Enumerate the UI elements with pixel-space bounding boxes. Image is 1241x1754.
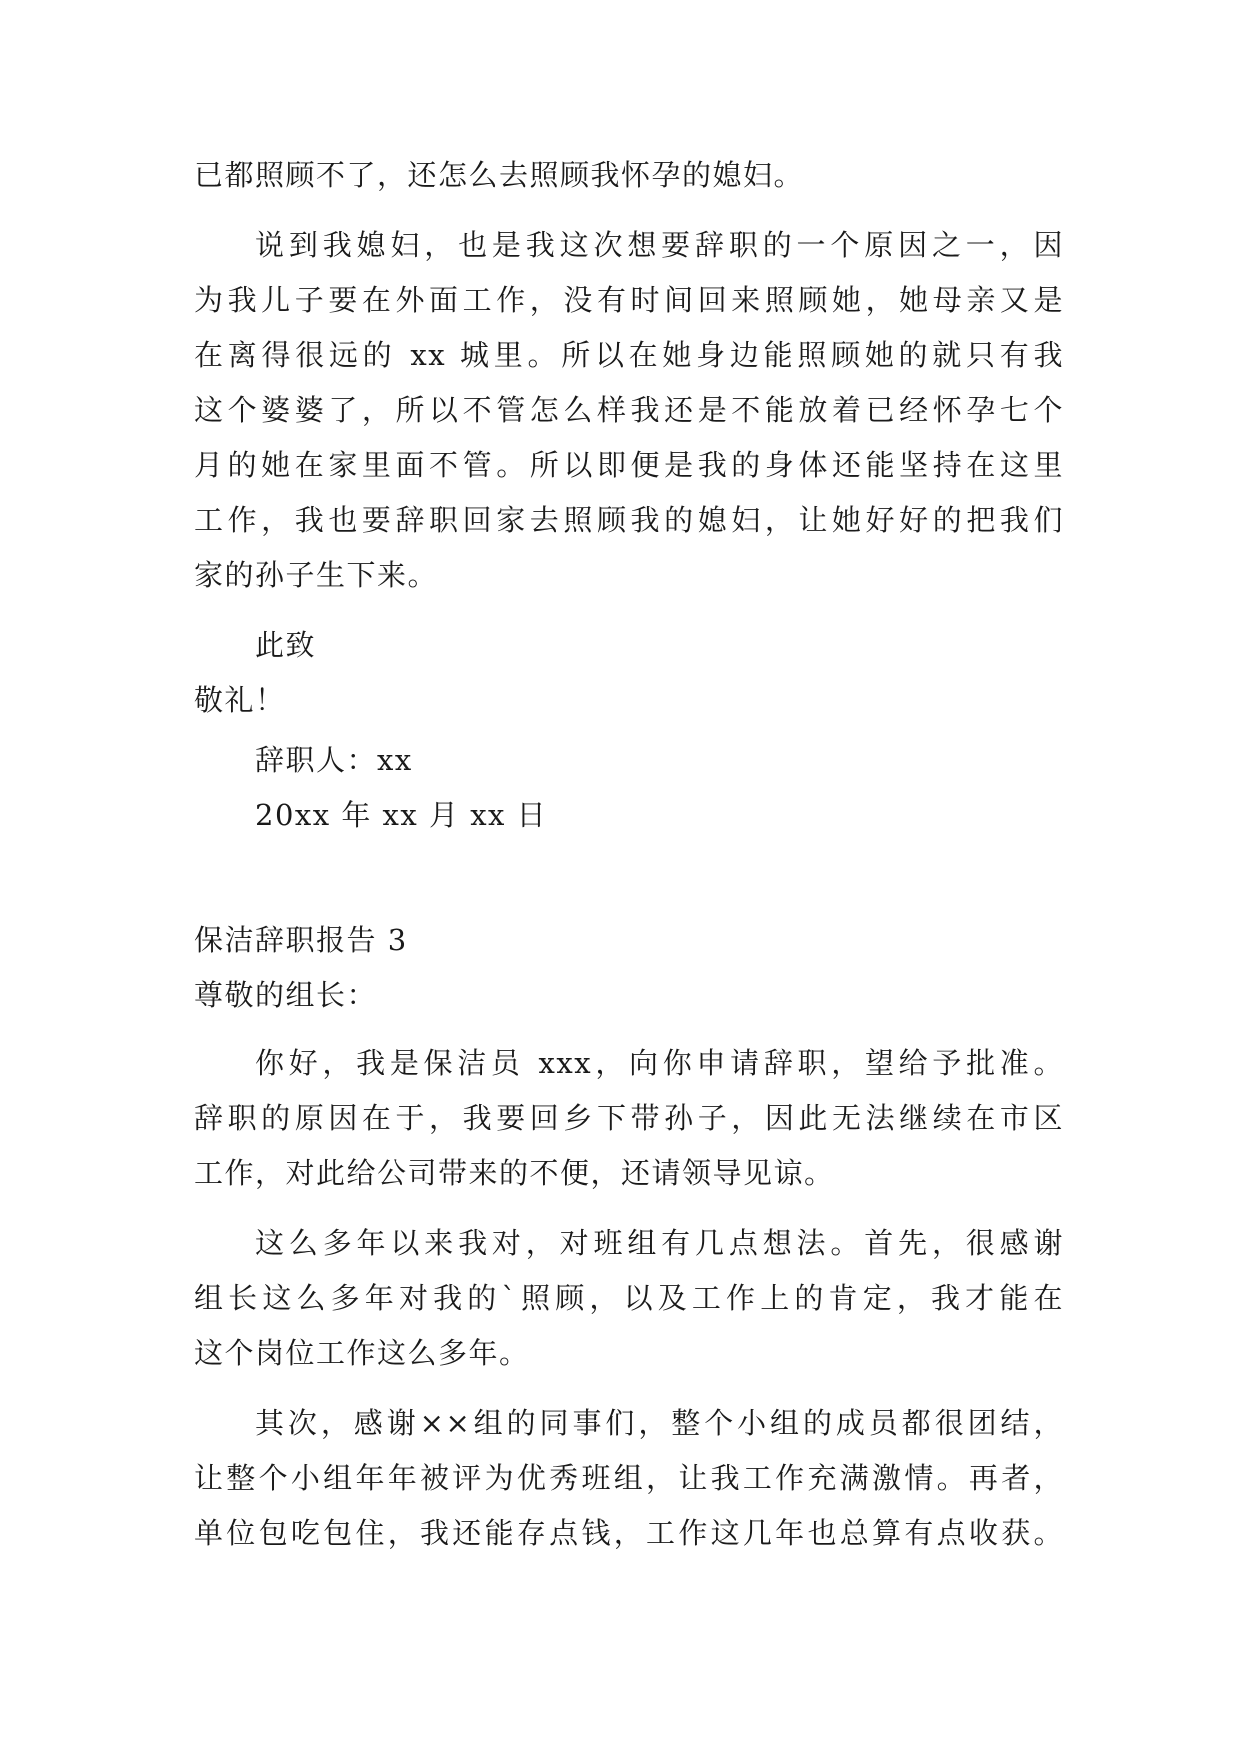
text-line: 组长这么多年对我的`照顾，以及工作上的肯定，我才能在 xyxy=(194,1281,1064,1315)
text-line: 让整个小组年年被评为优秀班组，让我工作充满激情。再者， xyxy=(194,1461,1064,1495)
paragraph-start-line: 你好，我是保洁员 xxx，向你申请辞职，望给予批准。 xyxy=(255,1046,1064,1080)
text-line: 在离得很远的 xx 城里。所以在她身边能照顾她的就只有我 xyxy=(194,338,1064,372)
signature-line: 辞职人：xx xyxy=(255,743,413,777)
paragraph-start-line: 这么多年以来我对，对班组有几点想法。首先，很感谢 xyxy=(255,1226,1064,1260)
text-line: 已都照顾不了，还怎么去照顾我怀孕的媳妇。 xyxy=(194,158,805,192)
text-line: 这个婆婆了，所以不管怎么样我还是不能放着已经怀孕七个 xyxy=(194,393,1064,427)
text-line: 辞职的原因在于，我要回乡下带孙子，因此无法继续在市区 xyxy=(194,1101,1064,1135)
paragraph-start-line: 说到我媳妇，也是我这次想要辞职的一个原因之一，因 xyxy=(255,228,1064,262)
text-line: 单位包吃包住，我还能存点钱，工作这几年也总算有点收获。 xyxy=(194,1516,1064,1550)
date-line: 20xx 年 xx 月 xx 日 xyxy=(255,798,548,832)
greeting-line: 尊敬的组长： xyxy=(194,978,378,1012)
text-line: 工作，对此给公司带来的不便，还请领导见谅。 xyxy=(194,1156,835,1190)
closing-salutation: 此致 xyxy=(255,628,317,662)
paragraph-start-line: 其次，感谢××组的同事们，整个小组的成员都很团结， xyxy=(255,1406,1064,1440)
text-line: 家的孙子生下来。 xyxy=(194,558,439,592)
text-line: 这个岗位工作这么多年。 xyxy=(194,1336,530,1370)
text-line: 工作，我也要辞职回家去照顾我的媳妇，让她好好的把我们 xyxy=(194,503,1064,537)
section-title: 保洁辞职报告 3 xyxy=(194,923,408,957)
text-line: 为我儿子要在外面工作，没有时间回来照顾她，她母亲又是 xyxy=(194,283,1064,317)
text-line: 月的她在家里面不管。所以即便是我的身体还能坚持在这里 xyxy=(194,448,1064,482)
closing-regards: 敬礼！ xyxy=(194,683,286,717)
